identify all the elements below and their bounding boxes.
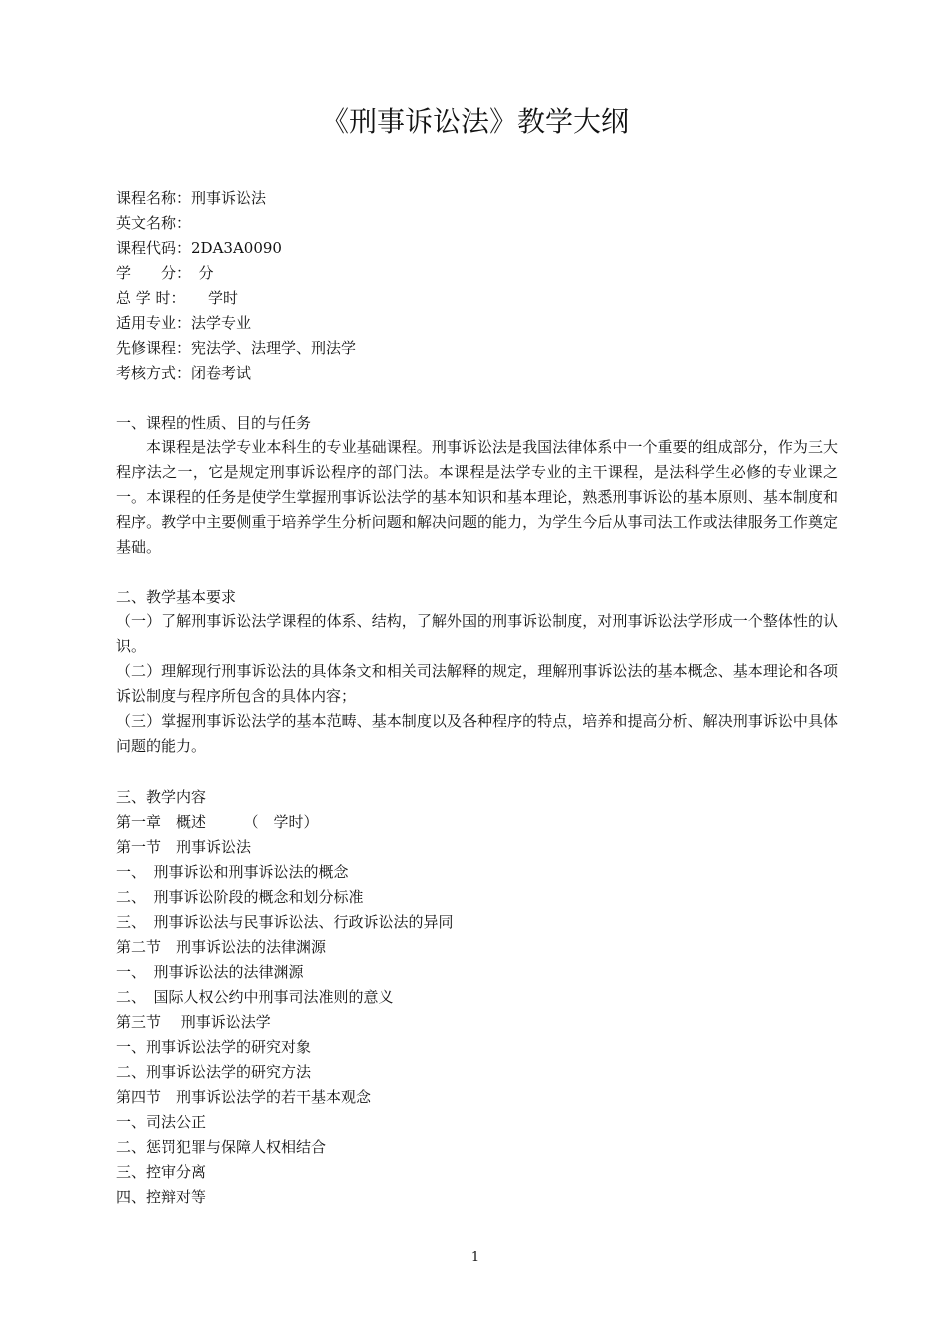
content-item: 二、 刑事诉讼阶段的概念和划分标准 bbox=[116, 888, 364, 906]
content-item: 四、控辩对等 bbox=[116, 1188, 207, 1206]
section-2-heading: 二、教学基本要求 bbox=[116, 588, 237, 606]
content-item: 一、 刑事诉讼和刑事诉讼法的概念 bbox=[116, 863, 349, 881]
assessment-method: 考核方式：闭卷考试 bbox=[116, 364, 252, 382]
section-heading: 第四节 刑事诉讼法学的若干基本观念 bbox=[116, 1088, 372, 1106]
course-code: 课程代码：2DA3A0090 bbox=[116, 239, 282, 257]
total-hours: 总 学 时： 学时 bbox=[116, 289, 239, 307]
section-1-paragraph: 本课程是法学专业本科生的专业基础课程。刑事诉讼法是我国法律体系中一个重要的组成部分，作为三大程序法之一，它是规定刑事诉讼程序的部门法。本课程是法学专业的主干课程，是法科学生必修的专业课之一。本课程的任务是使学生掌握刑事诉讼法学的基本知识和基本理论，熟悉刑事诉讼的基本原则、基本制度和程序。教学中主要侧重于培养学生分析问题和解决问题的能力，为学生今后从事司法工作或法律服务工作奠定基础。 bbox=[116, 438, 838, 556]
document-title: 《刑事诉讼法》教学大纲 bbox=[320, 105, 629, 138]
content-item: 二、 国际人权公约中刑事司法准则的意义 bbox=[116, 988, 394, 1006]
section-heading: 第一节 刑事诉讼法 bbox=[116, 838, 252, 856]
chapter-1-heading: 第一章 概述 （ 学时） bbox=[116, 813, 319, 831]
applicable-major: 适用专业：法学专业 bbox=[116, 314, 252, 332]
content-item: 二、惩罚犯罪与保障人权相结合 bbox=[116, 1138, 327, 1156]
content-item: 一、司法公正 bbox=[116, 1113, 207, 1131]
requirement-item-1: （一）了解刑事诉讼法学课程的体系、结构，了解外国的刑事诉讼制度，对刑事诉讼法学形成一个整体性的认识。 bbox=[116, 612, 838, 655]
section-3-heading: 三、教学内容 bbox=[116, 788, 207, 806]
content-item: 二、刑事诉讼法学的研究方法 bbox=[116, 1063, 312, 1081]
section-heading: 第三节 刑事诉讼法学 bbox=[116, 1013, 271, 1031]
course-name: 课程名称：刑事诉讼法 bbox=[116, 189, 267, 207]
content-item: 三、控审分离 bbox=[116, 1163, 207, 1181]
content-item: 一、刑事诉讼法学的研究对象 bbox=[116, 1038, 312, 1056]
content-item: 三、 刑事诉讼法与民事诉讼法、行政诉讼法的异同 bbox=[116, 913, 454, 931]
prerequisites: 先修课程：宪法学、法理学、刑法学 bbox=[116, 339, 357, 357]
section-heading: 第二节 刑事诉讼法的法律渊源 bbox=[116, 938, 327, 956]
requirement-item-3: （三）掌握刑事诉讼法学的基本范畴、基本制度以及各种程序的特点，培养和提高分析、解决刑事诉讼中具体问题的能力。 bbox=[116, 712, 838, 755]
page-number: 1 bbox=[470, 1250, 480, 1265]
english-name: 英文名称： bbox=[116, 214, 192, 232]
section-1-heading: 一、课程的性质、目的与任务 bbox=[116, 414, 312, 432]
credits: 学 分： 分 bbox=[116, 264, 214, 282]
requirement-item-2: （二）理解现行刑事诉讼法的具体条文和相关司法解释的规定，理解刑事诉讼法的基本概念、基本理论和各项诉讼制度与程序所包含的具体内容； bbox=[116, 662, 838, 705]
content-item: 一、 刑事诉讼法的法律渊源 bbox=[116, 963, 304, 981]
